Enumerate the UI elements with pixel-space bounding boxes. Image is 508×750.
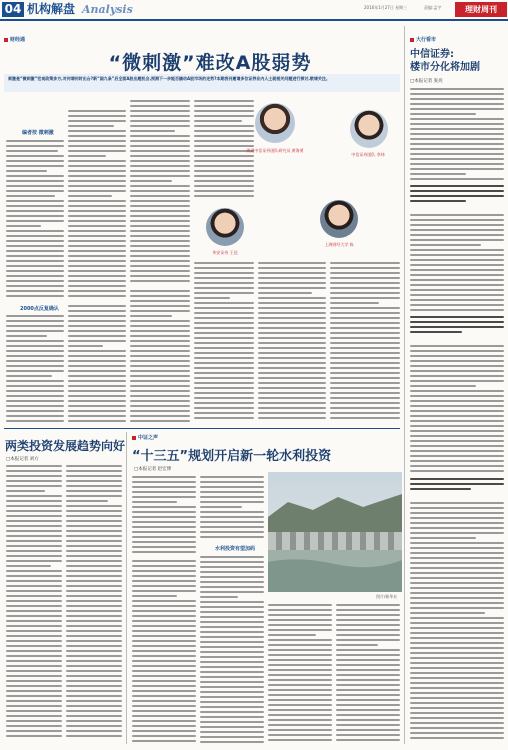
lead-subhead: 编者按 微刺激: [22, 130, 54, 136]
section-title: 机构解盘: [27, 2, 76, 16]
analyst-photo-4: [350, 110, 388, 148]
photo-caption-4: 中信证券团队 李炜: [351, 152, 385, 157]
article-3-col-1: [132, 476, 196, 556]
article-2-col-1: [6, 465, 62, 745]
article-2-byline: □本报记者 刘方: [6, 457, 39, 462]
lead-body-col-1b: [6, 315, 64, 425]
analyst-photo-3: [320, 200, 358, 238]
right-body-1: [410, 88, 504, 183]
lead-body-col-2b: [68, 305, 126, 425]
lead-body-col-6: [330, 262, 400, 425]
analyst-photo-1: [255, 103, 295, 143]
article-3-subhead: 水利投资有望加码: [215, 546, 256, 552]
lead-body-col-3: [130, 100, 190, 285]
section-separator: [4, 428, 400, 429]
masthead-logo: 理财周刊: [455, 2, 507, 17]
right-headline: 中信证券: 楼市分化将加剧: [410, 49, 480, 73]
article-3-col-4: [336, 604, 400, 745]
article-2-headline: 两类投资发展趋势向好: [5, 439, 126, 453]
article-3-tag: 中证之声: [132, 434, 158, 441]
analyst-photo-2: [206, 208, 244, 246]
editor-line: 责编:孟宇: [424, 5, 442, 10]
lead-body-col-5: [258, 262, 326, 425]
article-3-col-1b: [132, 560, 196, 745]
section-subtitle: Analysis: [82, 3, 133, 16]
page-header: [0, 0, 508, 19]
lead-subhead-2: 2000点反复确认: [20, 306, 59, 312]
right-highlight-1: [410, 185, 504, 211]
article-3-byline: □本报记者 赵宏博: [134, 467, 172, 472]
right-body-2: [410, 214, 504, 314]
lead-body-col-4b: [194, 262, 254, 425]
right-body-4: [410, 502, 504, 745]
photo-caption-2: 华安证券 王佳: [212, 250, 238, 255]
dam-photo-caption: 图片/新华社: [376, 594, 398, 599]
article-3-headline: “十三五”规划开启新一轮水利投资: [132, 449, 332, 464]
article-2-col-2: [66, 465, 122, 745]
photo-caption-1: 海通中信证券团队研究员 黄海勇: [246, 148, 304, 153]
date-line: 2016年1月27日 星期三: [364, 5, 408, 10]
lead-headline: “微刺激”难改A股弱势: [108, 52, 312, 74]
page-number: 04: [2, 2, 24, 17]
article-3-col-2: [200, 476, 264, 540]
right-highlight-3: [410, 478, 504, 500]
right-byline: □本报记者 张亮: [410, 79, 443, 84]
lead-body-col-3b: [130, 290, 190, 425]
article-3-col-2b: [200, 556, 264, 745]
lead-deck: 刺激是“微刺激”宏观政策多方,对何谓何时出台?新“国九条”后全面A股出题机会,预测下一步能否撬动A股市场的走势?本期我刊邀请多位证券业内人士就相关问题进行探讨,敬请关注。: [8, 76, 330, 81]
header-rule: [0, 19, 508, 21]
section-tag: 财经通: [4, 36, 25, 43]
article-3-col-3: [268, 604, 332, 745]
column-divider: [404, 26, 405, 744]
right-highlight-2: [410, 316, 504, 342]
lead-body-col-1: [6, 140, 64, 300]
article-divider: [126, 432, 127, 744]
lead-body-col-2: [68, 110, 126, 300]
right-section-tag: 大行看市: [410, 36, 436, 43]
photo-caption-3: 上海财经大学 陈: [324, 242, 354, 247]
dam-photo: [268, 472, 402, 592]
right-body-3: [410, 345, 504, 475]
